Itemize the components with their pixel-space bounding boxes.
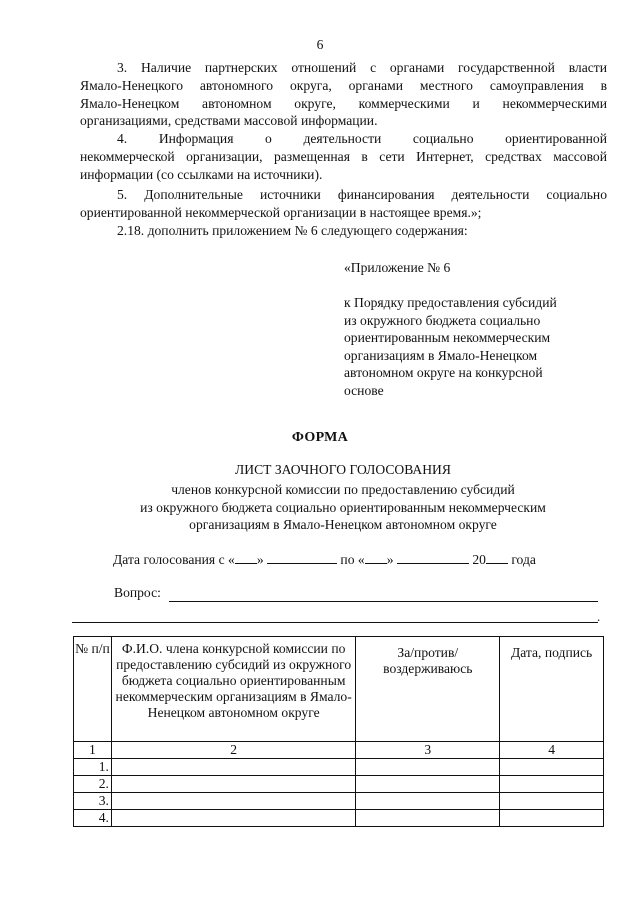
appendix-line: основе — [344, 382, 384, 398]
paragraph-line: организациями, средствами массовой информации. — [80, 113, 378, 129]
paragraph-line: 4. Информация о деятельности социально ориентированной — [117, 131, 607, 146]
signature-cell[interactable] — [500, 810, 604, 827]
year-suffix: года — [511, 552, 536, 567]
table-header-row — [74, 637, 604, 742]
column-number-1: 1 — [74, 742, 112, 759]
vote-cell[interactable] — [356, 776, 500, 793]
paragraph-line: 3. Наличие партнерских отношений с органами государственной власти — [117, 60, 607, 75]
member-name-cell[interactable] — [111, 793, 355, 810]
row-index: 1. — [74, 759, 112, 776]
subtitle-line: из окружного бюджета социально ориентированным некоммерческим — [140, 499, 546, 515]
appendix-caption — [344, 294, 557, 400]
question-line-2[interactable] — [72, 622, 598, 623]
paragraph-line: информации (со ссылками на источники). — [80, 166, 323, 182]
member-name-cell[interactable] — [111, 759, 355, 776]
page-number: 6 — [316, 37, 324, 52]
member-name-cell[interactable] — [111, 810, 355, 827]
row-index: 3. — [74, 793, 112, 810]
row-index: 4. — [74, 810, 112, 827]
paragraph-5 — [80, 186, 607, 222]
subtitle-line: членов конкурсной комиссии по предоставлению субсидий — [171, 482, 515, 497]
appendix-line: автономном округе на конкурсной — [344, 365, 543, 381]
row-index: 2. — [74, 776, 112, 793]
signature-cell[interactable] — [500, 793, 604, 810]
question-label: Вопрос: — [114, 585, 161, 600]
quote-close: » — [386, 552, 394, 567]
header-member-name: Ф.И.О. члена конкурсной комиссии по предоставлению субсидий из окружного бюджета социально ориентированным некоммерческим организациям в Ямало-Ненецком автономном округе — [111, 637, 355, 742]
column-number-2: 2 — [111, 742, 355, 759]
member-name-cell[interactable] — [111, 776, 355, 793]
header-vote: За/против/ воздерживаюсь — [356, 637, 500, 742]
date-from-month-field[interactable] — [267, 552, 337, 564]
subtitle-line: организациям в Ямало-Ненецком автономном округе — [189, 517, 497, 533]
appendix-title: «Приложение № 6 — [344, 260, 451, 275]
paragraph-4 — [80, 130, 607, 183]
date-label: Дата голосования с « — [113, 552, 235, 567]
header-date-signature: Дата, подпись — [500, 637, 604, 742]
vote-cell[interactable] — [356, 759, 500, 776]
paragraph-line: некоммерческой организации, размещенная в сети Интернет, средствах массовой — [80, 148, 607, 164]
signature-cell[interactable] — [500, 776, 604, 793]
table-row — [74, 793, 604, 810]
appendix-line: организациям в Ямало-Ненецком — [344, 347, 538, 363]
voting-table — [73, 636, 604, 827]
date-po-label: по « — [340, 552, 365, 567]
header-number: № п/п — [74, 637, 112, 742]
column-number-4: 4 — [500, 742, 604, 759]
form-heading: ФОРМА — [291, 430, 349, 445]
column-number-3: 3 — [356, 742, 500, 759]
voting-date-line — [113, 552, 536, 568]
sheet-title: ЛИСТ ЗАОЧНОГО ГОЛОСОВАНИЯ — [235, 462, 451, 477]
year-field[interactable] — [486, 552, 508, 564]
paragraph-3 — [80, 59, 607, 130]
paragraph-line: Ямало-Ненецкого автономного округа, органами местного самоуправления в — [80, 77, 607, 93]
question-line-1[interactable] — [169, 601, 598, 602]
date-from-day-field[interactable] — [235, 552, 257, 564]
quote-close: » — [256, 552, 264, 567]
table-numbering-row — [74, 742, 604, 759]
vote-cell[interactable] — [356, 793, 500, 810]
paragraph-line: 5. Дополнительные источники финансирования деятельности социально — [117, 187, 607, 202]
paragraph-line: Ямало-Ненецком автономном округе, коммерческими и некоммерческими — [80, 95, 607, 111]
date-to-month-field[interactable] — [397, 552, 469, 564]
date-to-day-field[interactable] — [365, 552, 387, 564]
appendix-line: к Порядку предоставления субсидий — [344, 295, 557, 310]
appendix-line: из окружного бюджета социально — [344, 312, 541, 328]
paragraph-2-18: 2.18. дополнить приложением № 6 следующего содержания: — [117, 223, 468, 238]
appendix-line: ориентированным некоммерческим — [344, 330, 551, 346]
vote-cell[interactable] — [356, 810, 500, 827]
table-row — [74, 810, 604, 827]
table-row — [74, 759, 604, 776]
year-prefix: 20 — [472, 552, 486, 567]
signature-cell[interactable] — [500, 759, 604, 776]
paragraph-line: ориентированной некоммерческой организации в настоящее время.»; — [80, 204, 482, 220]
table-row — [74, 776, 604, 793]
sheet-subtitle — [0, 481, 640, 534]
question-line-end: . — [597, 609, 601, 624]
